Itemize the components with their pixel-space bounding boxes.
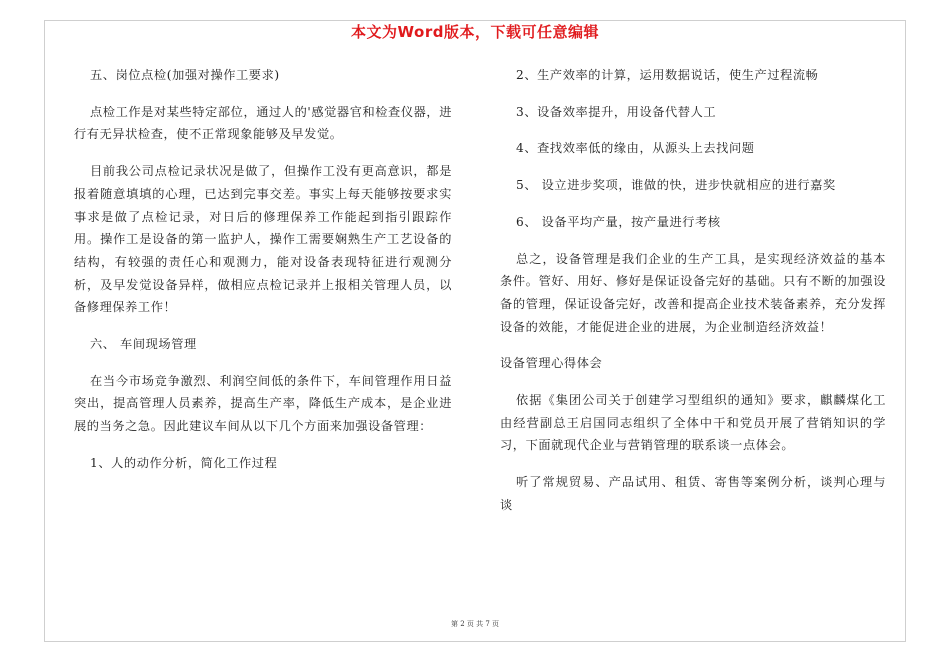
- list-item-1: 1、人的动作分析，简化工作过程: [90, 455, 278, 470]
- page-number: 第 2 页 共 7 页: [450, 620, 500, 628]
- list-item-3: 3、设备效率提升，用设备代替人工: [516, 104, 717, 119]
- list-item-5: 5、 设立进步奖项，谁做的快，进步快就相应的进行嘉奖: [516, 178, 836, 193]
- list-item-2: 2、生产效率的计算，运用数据说话，使生产过程流畅: [516, 68, 819, 82]
- right-column: [500, 64, 886, 517]
- paragraph-case-analysis: 听了常规贸易、产品试用、租赁、寄售等案例分析，谈判心理与谈: [500, 475, 886, 512]
- list-item-4: 4、查找效率低的缘由，从源头上去找问题: [516, 141, 755, 156]
- section-heading-6: 六、 车间现场管理: [90, 337, 197, 352]
- download-banner: 本文为Word版本，下载可任意编辑: [351, 23, 599, 41]
- left-column: [74, 64, 452, 475]
- paragraph-workshop-management: 在当今市场竞争激烈、利润空间低的条件下，车间管理作用日益突出，提高管理人员素养，提高生产率，降低生产成本，是企业进展的当务之急。因此建议车间从以下几个方面来加强设备管理：: [74, 373, 452, 434]
- section-heading-5: 五、岗位点检(加强对操作工要求): [90, 68, 280, 82]
- paragraph-learning-notice: 依据《集团公司关于创建学习型组织的通知》要求，麒麟煤化工由经营副总王启国同志组织了全体中干和党员开展了营销知识的学习，下面就现代企业与营销管理的联系谈一点体会。: [500, 393, 886, 453]
- paragraph-spot-check-status: 目前我公司点检记录状况是做了，但操作工没有更高意识，都是报着随意填填的心理，已达到完事交差。事实上每天能够按要求实事求是做了点检记录，对日后的修理保养工作能起到指引跟踪作用。操作工是设备的第一监护人，操作工需要娴熟生产工艺设备的结构，有较强的责任心和观测力，能对设备表现特征进行观测分析，及早发觉设备异样，做相应点检记录并上报相关管理人员，以备修理保养工作！: [74, 164, 452, 315]
- paragraph-spot-check-definition: 点检工作是对某些特定部位，通过人的'感觉器官和检查仪器，进行有无异状检查，使不正常现象能够及早发觉。: [74, 104, 452, 142]
- list-item-6: 6、 设备平均产量，按产量进行考核: [516, 214, 721, 229]
- paragraph-summary: 总之，设备管理是我们企业的生产工具，是实现经济效益的基本条件。管好、用好、修好是保证设备完好的基础。只有不断的加强设备的管理，保证设备完好，改善和提高企业技术装备素养，充分发挥设备的效能，才能促进企业的进展，为企业制造经济效益！: [500, 251, 886, 334]
- section-title-experience: 设备管理心得体会: [500, 356, 603, 371]
